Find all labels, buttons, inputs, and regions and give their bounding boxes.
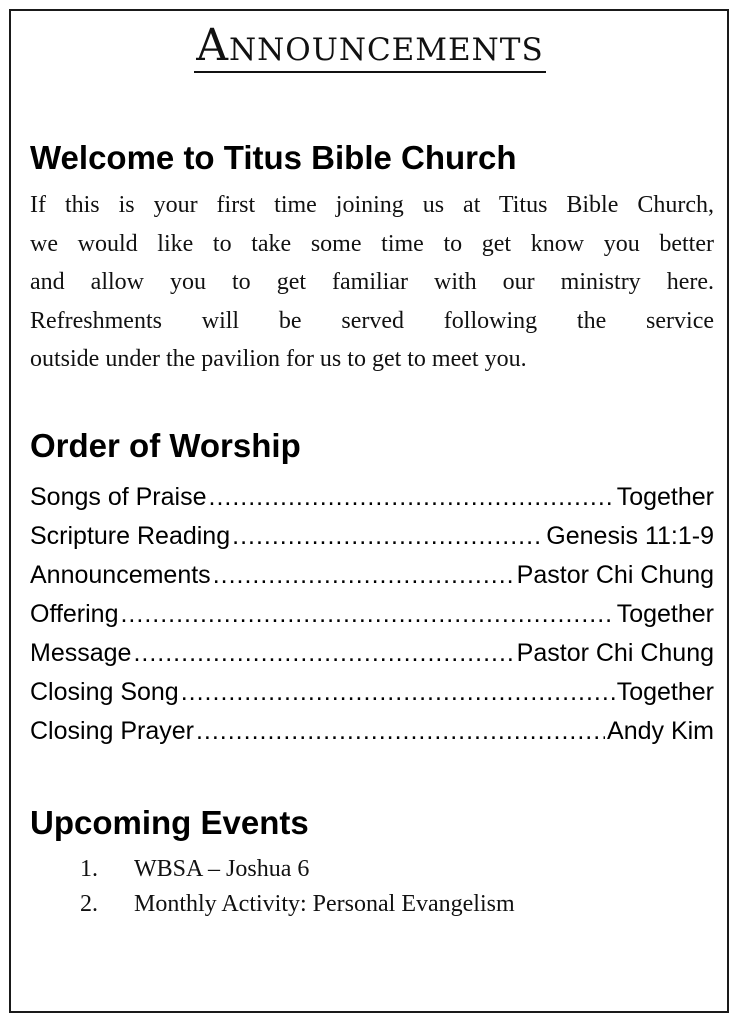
leader-dots <box>213 556 515 595</box>
worship-item-name: Songs of Praise <box>30 483 207 511</box>
worship-item <box>30 673 714 712</box>
worship-item-name: Scripture Reading <box>30 522 231 550</box>
worship-item-leader: Genesis 11:1-9 <box>546 522 714 550</box>
worship-item <box>30 595 714 634</box>
worship-item <box>30 478 714 517</box>
worship-item-name: Closing Prayer <box>30 717 194 745</box>
welcome-line: Refreshments will be served following the service <box>30 307 714 334</box>
worship-item <box>30 712 714 751</box>
welcome-line: and allow you to get familiar with our ministry here. <box>30 269 714 296</box>
worship-item-name: Offering <box>30 600 119 628</box>
leader-dots <box>181 673 615 712</box>
order-of-worship-list <box>30 478 714 751</box>
welcome-heading: Welcome to Titus Bible Church <box>30 139 517 176</box>
order-of-worship-heading: Order of Worship <box>30 427 301 464</box>
upcoming-events-heading: Upcoming Events <box>30 804 309 841</box>
event-number: 1. <box>80 856 98 882</box>
worship-item-leader: Andy Kim <box>607 717 714 745</box>
event-number: 2. <box>80 891 98 917</box>
event-text: WBSA – Joshua 6 <box>134 856 310 882</box>
event-item <box>80 887 515 922</box>
welcome-line: If this is your first time joining us at Titus Bible Church, <box>30 192 714 218</box>
upcoming-events-list <box>80 852 515 922</box>
leader-dots <box>196 712 605 751</box>
worship-item-leader: Pastor Chi Chung <box>516 639 714 667</box>
worship-item <box>30 556 714 595</box>
welcome-line: outside under the pavilion for us to get to meet you. <box>30 346 527 373</box>
worship-item-leader: Together <box>616 600 714 628</box>
leader-dots <box>209 478 615 517</box>
worship-item-name: Closing Song <box>30 678 179 706</box>
worship-item <box>30 517 714 556</box>
worship-item-leader: Together <box>616 483 714 511</box>
welcome-line: we would like to take some time to get know you better <box>30 230 714 257</box>
worship-item-name: Message <box>30 639 132 667</box>
leader-dots <box>133 634 514 673</box>
worship-item-name: Announcements <box>30 561 211 589</box>
page-title-text: Announcements <box>196 20 544 71</box>
worship-item-leader: Pastor Chi Chung <box>516 561 714 589</box>
event-item <box>80 852 515 887</box>
worship-item-leader: Together <box>616 678 714 706</box>
worship-item <box>30 634 714 673</box>
page-title <box>0 18 740 74</box>
event-text: Monthly Activity: Personal Evangelism <box>134 891 515 917</box>
leader-dots <box>120 595 614 634</box>
welcome-paragraph <box>30 186 714 379</box>
leader-dots <box>232 517 544 556</box>
